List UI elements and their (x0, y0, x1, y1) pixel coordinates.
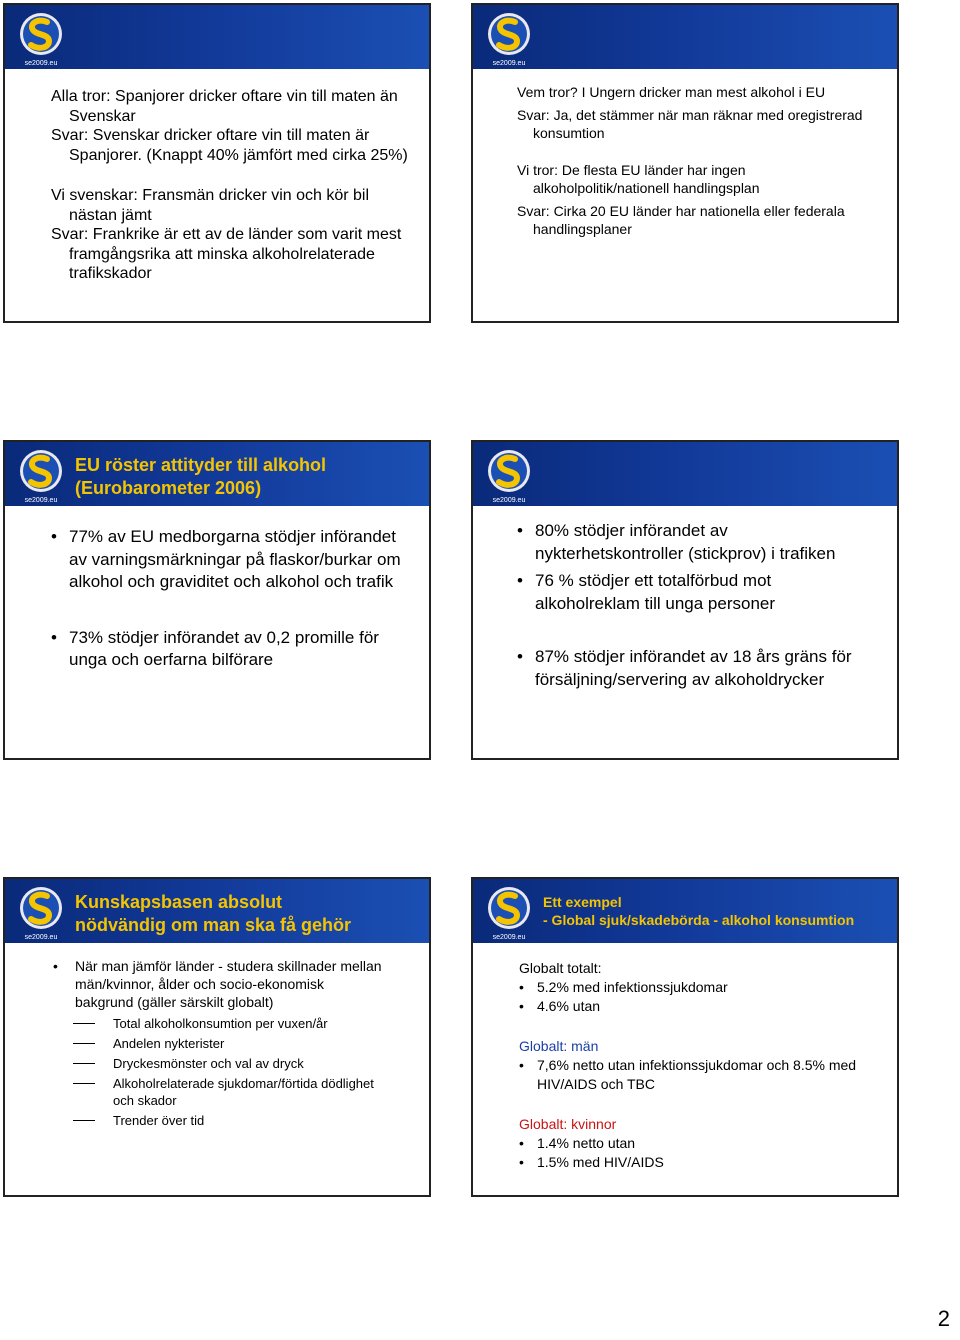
list-item: • 5.2% med infektionssjukdomar (519, 978, 857, 997)
slide-body (517, 83, 875, 239)
sub-list (73, 1015, 385, 1129)
text-line: Vem tror? I Ungern dricker man mest alkohol i EU (517, 84, 826, 100)
svg-text:se2009.eu: se2009.eu (492, 497, 526, 504)
svg-text:se2009.eu: se2009.eu (24, 497, 58, 504)
svg-text:se2009.eu: se2009.eu (24, 934, 58, 941)
text-line: Svar: Svenskar dricker oftare vin till maten är Spanjorer. (Knappt 40% jämfört med cirka 25%) (51, 127, 408, 164)
slide-1 (3, 3, 431, 323)
svg-text:se2009.eu: se2009.eu (492, 934, 526, 941)
text-line: Svar: Cirka 20 EU länder har nationella eller federala handlingsplaner (517, 202, 845, 237)
slide-3 (3, 440, 431, 760)
slide-title-line1: Ett exempel (543, 894, 622, 910)
list-item: • 87% stödjer införandet av 18 års gräns för försäljning/servering av alkoholdrycker (517, 646, 877, 691)
bullet-list (517, 520, 877, 691)
sub-list-item: Total alkoholkonsumtion per vuxen/år (73, 1015, 385, 1032)
slide-body (53, 957, 385, 1132)
slide-header (5, 5, 429, 69)
list-item: • 1.4% netto utan (519, 1134, 857, 1153)
text-line: Svar: Ja, det stämmer när man räknar med oregistrerad konsumtion (517, 106, 863, 141)
slide-6 (471, 877, 899, 1197)
slide-body (51, 526, 409, 672)
slide-body (519, 959, 857, 1172)
bullet-list (51, 526, 409, 672)
svg-text:se2009.eu: se2009.eu (492, 60, 526, 67)
sub-list-item: Alkoholrelaterade sjukdomar/förtida dödlighet och skador (73, 1075, 385, 1109)
slide-title (75, 454, 421, 500)
se2009-logo-icon (11, 882, 71, 942)
slide-title-line2: nödvändig om man ska få gehör (75, 915, 352, 935)
section-heading: Globalt: kvinnor (519, 1116, 617, 1132)
slide-title-line1: EU röster attityder till alkohol (75, 455, 327, 475)
se2009-logo-icon (479, 445, 539, 505)
bullet-list (519, 1056, 857, 1094)
slide-body (51, 87, 411, 284)
slide-title-line2: (Eurobarometer 2006) (75, 478, 262, 498)
se2009-logo-icon (11, 8, 71, 68)
text-line: Alla tror: Spanjorer dricker oftare vin till maten än Svenskar (51, 88, 398, 125)
sub-list-item: Andelen nykterister (73, 1035, 385, 1052)
page-number: 2 (937, 1306, 950, 1331)
text-line: Svar: Frankrike är ett av de länder som varit mest framgångsrika att minska alkoholrelaterade trafikskador (51, 226, 402, 282)
bullet-list (519, 1134, 857, 1172)
bullet-list (53, 957, 385, 1011)
list-item: • 4.6% utan (519, 997, 857, 1016)
slide-2 (471, 3, 899, 323)
list-item: • 73% stödjer införandet av 0,2 promille för unga och oerfarna bilförare (51, 627, 409, 672)
slide-header (5, 442, 429, 506)
svg-text:se2009.eu: se2009.eu (24, 60, 58, 67)
se2009-logo-icon (11, 445, 71, 505)
slide-title-line1: Kunskapsbasen absolut (75, 892, 283, 912)
slide-body (517, 520, 877, 691)
list-item: • 76 % stödjer ett totalförbud mot alkoholreklam till unga personer (517, 570, 877, 615)
sub-list-item: Trender över tid (73, 1112, 385, 1129)
slide-header (473, 442, 897, 506)
text-line: Vi tror: De flesta EU länder har ingen alkoholpolitik/nationell handlingsplan (517, 161, 760, 196)
slide-header (5, 879, 429, 943)
slide-4 (471, 440, 899, 760)
list-item: • När man jämför länder - studera skillnader mellan män/kvinnor, ålder och socio-ekonomisk bakgrund (gäller särskilt globalt) (53, 957, 385, 1011)
slide-title-line2: - Global sjuk/skadebörda - alkohol konsumtion (543, 912, 855, 928)
slide-title (543, 893, 889, 929)
sub-list-item: Dryckesmönster och val av dryck (73, 1055, 385, 1072)
section-heading: Globalt totalt: (519, 960, 602, 976)
list-item: • 7,6% netto utan infektionssjukdomar och 8.5% med HIV/AIDS och TBC (519, 1056, 857, 1094)
bullet-list (519, 978, 857, 1016)
list-item: • 1.5% med HIV/AIDS (519, 1153, 857, 1172)
slide-header (473, 5, 897, 69)
slide-header (473, 879, 897, 943)
slide-title (75, 891, 421, 937)
section-heading: Globalt: män (519, 1038, 599, 1054)
list-item: • 77% av EU medborgarna stödjer införandet av varningsmärkningar på flaskor/burkar om alkohol och graviditet och alkohol och trafik (51, 526, 409, 594)
text-line: Vi svenskar: Fransmän dricker vin och kör bil nästan jämt (51, 187, 370, 224)
slide-5 (3, 877, 431, 1197)
se2009-logo-icon (479, 882, 539, 942)
list-item: • 80% stödjer införandet av nykterhetskontroller (stickprov) i trafiken (517, 520, 877, 565)
se2009-logo-icon (479, 8, 539, 68)
